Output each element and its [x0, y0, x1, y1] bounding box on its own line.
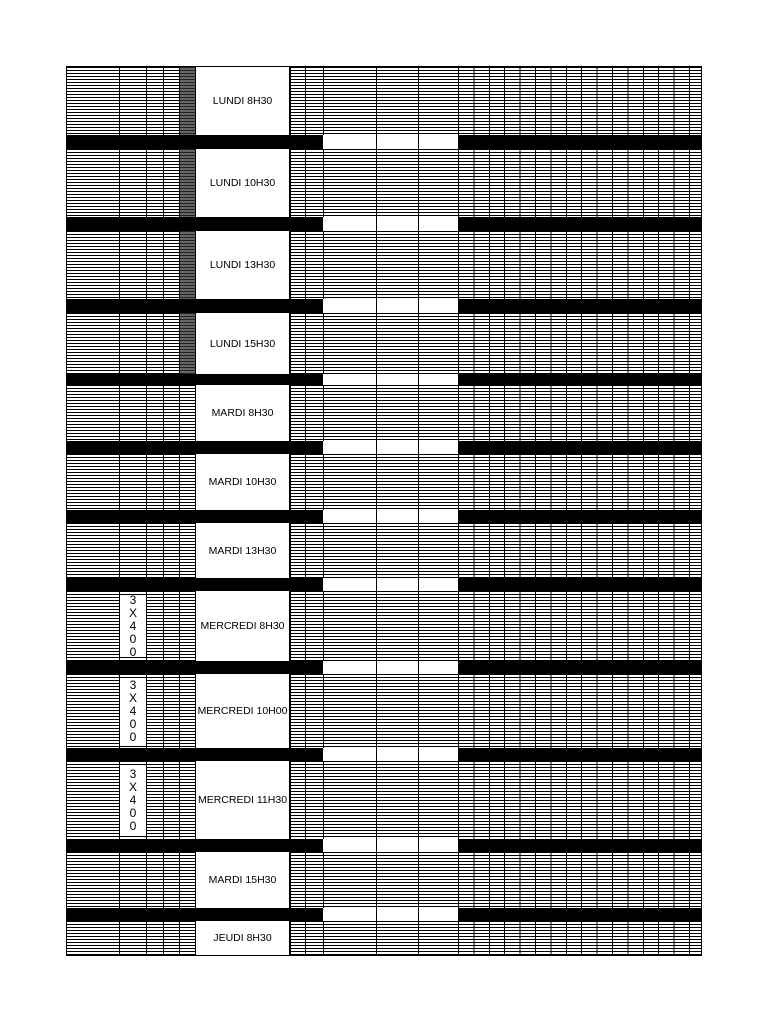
column-divider	[305, 674, 306, 748]
shaded-column	[179, 591, 195, 661]
column-divider	[163, 674, 164, 748]
column-divider	[376, 454, 377, 510]
column-divider	[376, 217, 377, 231]
separator-bar	[67, 908, 323, 921]
session-separator	[67, 510, 701, 523]
session-separator	[67, 661, 701, 674]
relay-label-char: 3	[129, 766, 137, 781]
column-divider	[376, 661, 377, 674]
column-divider	[146, 67, 147, 135]
session-label: LUNDI 15H30	[195, 313, 290, 374]
column-divider	[290, 761, 291, 839]
column-divider	[376, 299, 377, 313]
column-divider	[163, 921, 164, 955]
shaded-column	[179, 674, 195, 748]
column-divider	[179, 852, 180, 908]
column-divider	[418, 313, 419, 374]
separator-bar	[458, 578, 701, 591]
lap-columns	[458, 313, 701, 374]
column-divider	[376, 591, 377, 661]
column-divider	[146, 921, 147, 955]
column-divider	[305, 231, 306, 299]
shaded-column	[179, 523, 195, 578]
column-divider	[290, 67, 291, 135]
shaded-column	[179, 385, 195, 441]
column-divider	[418, 661, 419, 674]
lap-columns	[458, 231, 701, 299]
column-divider	[323, 674, 324, 748]
separator-bar	[458, 441, 701, 454]
separator-gap	[323, 374, 458, 385]
column-divider	[376, 921, 377, 955]
column-divider	[418, 908, 419, 921]
session-block	[67, 385, 701, 441]
column-divider	[418, 385, 419, 441]
separator-bar	[67, 217, 323, 231]
lap-columns	[458, 385, 701, 441]
column-divider	[305, 591, 306, 661]
column-divider	[119, 313, 120, 374]
shaded-column	[179, 761, 195, 839]
column-divider	[376, 313, 377, 374]
session-block	[67, 761, 701, 839]
lap-columns	[458, 921, 701, 955]
relay-label-char: 3	[129, 677, 137, 692]
column-divider	[418, 674, 419, 748]
column-divider	[163, 591, 164, 661]
column-divider	[376, 67, 377, 135]
separator-gap	[323, 661, 458, 674]
column-divider	[290, 454, 291, 510]
relay-label-char: 4	[129, 618, 137, 633]
separator-gap	[323, 441, 458, 454]
column-divider	[376, 908, 377, 921]
session-label: MARDI 15H30	[195, 852, 290, 908]
column-divider	[163, 231, 164, 299]
session-block	[67, 852, 701, 908]
relay-label-char: 0	[129, 716, 137, 731]
separator-bar	[458, 661, 701, 674]
column-divider	[418, 839, 419, 852]
column-divider	[376, 761, 377, 839]
column-divider	[290, 231, 291, 299]
column-divider	[323, 385, 324, 441]
separator-bar	[67, 135, 323, 149]
separator-gap	[323, 135, 458, 149]
column-divider	[418, 852, 419, 908]
relay-label-char: 0	[129, 818, 137, 833]
session-separator	[67, 908, 701, 921]
column-divider	[418, 374, 419, 385]
separator-gap	[323, 217, 458, 231]
column-divider	[179, 67, 180, 135]
column-divider	[305, 149, 306, 217]
lap-columns	[458, 591, 701, 661]
column-divider	[418, 523, 419, 578]
lap-columns	[458, 454, 701, 510]
relay-label	[120, 765, 146, 835]
column-divider	[418, 748, 419, 761]
shaded-column	[179, 231, 195, 299]
relay-label	[120, 592, 146, 659]
column-divider	[376, 839, 377, 852]
relay-label-char: 0	[129, 644, 137, 659]
column-divider	[179, 313, 180, 374]
session-block	[67, 674, 701, 748]
column-divider	[305, 67, 306, 135]
column-divider	[376, 748, 377, 761]
session-label: MERCREDI 10H00	[195, 674, 290, 748]
column-divider	[305, 454, 306, 510]
separator-gap	[323, 908, 458, 921]
separator-bar	[67, 578, 323, 591]
column-divider	[323, 523, 324, 578]
column-divider	[163, 67, 164, 135]
relay-label-char: 4	[129, 703, 137, 718]
session-label: LUNDI 13H30	[195, 231, 290, 299]
column-divider	[179, 761, 180, 839]
column-divider	[305, 921, 306, 955]
separator-bar	[67, 661, 323, 674]
separator-bar	[458, 510, 701, 523]
session-label: MARDI 10H30	[195, 454, 290, 510]
column-divider	[418, 217, 419, 231]
column-divider	[290, 385, 291, 441]
column-divider	[163, 385, 164, 441]
session-block	[67, 523, 701, 578]
session-separator	[67, 374, 701, 385]
relay-label-char: X	[128, 690, 137, 705]
separator-bar	[458, 299, 701, 313]
shaded-column	[179, 149, 195, 217]
shaded-column	[179, 852, 195, 908]
column-divider	[305, 385, 306, 441]
separator-bar	[458, 748, 701, 761]
session-block	[67, 67, 701, 135]
separator-bar	[458, 217, 701, 231]
separator-bar	[67, 374, 323, 385]
shaded-column	[179, 921, 195, 955]
column-divider	[119, 385, 120, 441]
session-block	[67, 921, 701, 955]
column-divider	[323, 761, 324, 839]
session-block	[67, 591, 701, 661]
column-divider	[418, 591, 419, 661]
session-block	[67, 231, 701, 299]
separator-bar	[458, 374, 701, 385]
column-divider	[376, 231, 377, 299]
column-divider	[305, 523, 306, 578]
relay-label-char: X	[128, 605, 137, 620]
column-divider	[119, 523, 120, 578]
column-divider	[163, 523, 164, 578]
separator-gap	[323, 748, 458, 761]
session-separator	[67, 299, 701, 313]
column-divider	[119, 231, 120, 299]
column-divider	[146, 385, 147, 441]
session-separator	[67, 748, 701, 761]
column-divider	[179, 454, 180, 510]
column-divider	[376, 523, 377, 578]
column-divider	[305, 761, 306, 839]
column-divider	[119, 852, 120, 908]
column-divider	[146, 231, 147, 299]
column-divider	[418, 578, 419, 591]
column-divider	[376, 385, 377, 441]
relay-label-char: 3	[129, 592, 137, 607]
relay-label-char: 0	[129, 805, 137, 820]
separator-bar	[458, 839, 701, 852]
column-divider	[163, 454, 164, 510]
session-label: MARDI 13H30	[195, 523, 290, 578]
relay-label-char: X	[128, 779, 137, 794]
session-label: MARDI 8H30	[195, 385, 290, 441]
column-divider	[305, 852, 306, 908]
column-divider	[376, 510, 377, 523]
session-separator	[67, 839, 701, 852]
column-divider	[376, 135, 377, 149]
column-divider	[146, 674, 147, 748]
separator-bar	[458, 908, 701, 921]
column-divider	[146, 313, 147, 374]
column-divider	[323, 313, 324, 374]
session-separator	[67, 217, 701, 231]
separator-bar	[67, 839, 323, 852]
column-divider	[418, 510, 419, 523]
column-divider	[418, 149, 419, 217]
column-divider	[146, 591, 147, 661]
column-divider	[290, 921, 291, 955]
column-divider	[323, 67, 324, 135]
column-divider	[179, 591, 180, 661]
column-divider	[418, 921, 419, 955]
column-divider	[163, 313, 164, 374]
column-divider	[179, 385, 180, 441]
column-divider	[119, 454, 120, 510]
column-divider	[179, 674, 180, 748]
column-divider	[376, 441, 377, 454]
separator-bar	[458, 135, 701, 149]
column-divider	[179, 921, 180, 955]
separator-gap	[323, 839, 458, 852]
session-label: LUNDI 8H30	[195, 67, 290, 135]
session-block	[67, 313, 701, 374]
separator-gap	[323, 510, 458, 523]
column-divider	[323, 149, 324, 217]
column-divider	[323, 852, 324, 908]
column-divider	[418, 67, 419, 135]
separator-gap	[323, 578, 458, 591]
column-divider	[323, 591, 324, 661]
column-divider	[119, 921, 120, 955]
column-divider	[418, 441, 419, 454]
column-divider	[163, 761, 164, 839]
separator-bar	[67, 748, 323, 761]
column-divider	[179, 231, 180, 299]
column-divider	[290, 674, 291, 748]
column-divider	[119, 67, 120, 135]
column-divider	[290, 313, 291, 374]
lap-columns	[458, 852, 701, 908]
column-divider	[376, 374, 377, 385]
column-divider	[146, 761, 147, 839]
column-divider	[119, 149, 120, 217]
column-divider	[179, 149, 180, 217]
relay-label-char: 4	[129, 792, 137, 807]
shaded-column	[179, 313, 195, 374]
column-divider	[179, 523, 180, 578]
lap-columns	[458, 674, 701, 748]
lap-columns	[458, 67, 701, 135]
column-divider	[290, 523, 291, 578]
column-divider	[290, 852, 291, 908]
column-divider	[376, 578, 377, 591]
column-divider	[376, 674, 377, 748]
session-separator	[67, 441, 701, 454]
lap-columns	[458, 761, 701, 839]
column-divider	[323, 921, 324, 955]
session-label: LUNDI 10H30	[195, 149, 290, 217]
relay-label-char: 0	[129, 729, 137, 744]
relay-label	[120, 678, 146, 744]
column-divider	[418, 454, 419, 510]
column-divider	[305, 313, 306, 374]
column-divider	[418, 231, 419, 299]
column-divider	[418, 299, 419, 313]
shaded-column	[179, 454, 195, 510]
schedule-grid	[66, 66, 702, 956]
session-block	[67, 149, 701, 217]
column-divider	[376, 149, 377, 217]
session-separator	[67, 135, 701, 149]
lap-columns	[458, 523, 701, 578]
session-label: JEUDI 8H30	[195, 921, 290, 955]
session-label: MERCREDI 11H30	[195, 761, 290, 839]
column-divider	[163, 852, 164, 908]
column-divider	[146, 523, 147, 578]
column-divider	[418, 135, 419, 149]
column-divider	[146, 852, 147, 908]
column-divider	[290, 149, 291, 217]
column-divider	[290, 591, 291, 661]
relay-label-char: 0	[129, 631, 137, 646]
separator-bar	[67, 510, 323, 523]
column-divider	[163, 149, 164, 217]
session-block	[67, 454, 701, 510]
shaded-column	[179, 67, 195, 135]
column-divider	[323, 454, 324, 510]
column-divider	[146, 454, 147, 510]
separator-bar	[67, 441, 323, 454]
session-separator	[67, 578, 701, 591]
column-divider	[418, 761, 419, 839]
session-label: MERCREDI 8H30	[195, 591, 290, 661]
column-divider	[146, 149, 147, 217]
lap-columns	[458, 149, 701, 217]
separator-gap	[323, 299, 458, 313]
column-divider	[323, 231, 324, 299]
column-divider	[376, 852, 377, 908]
separator-bar	[67, 299, 323, 313]
